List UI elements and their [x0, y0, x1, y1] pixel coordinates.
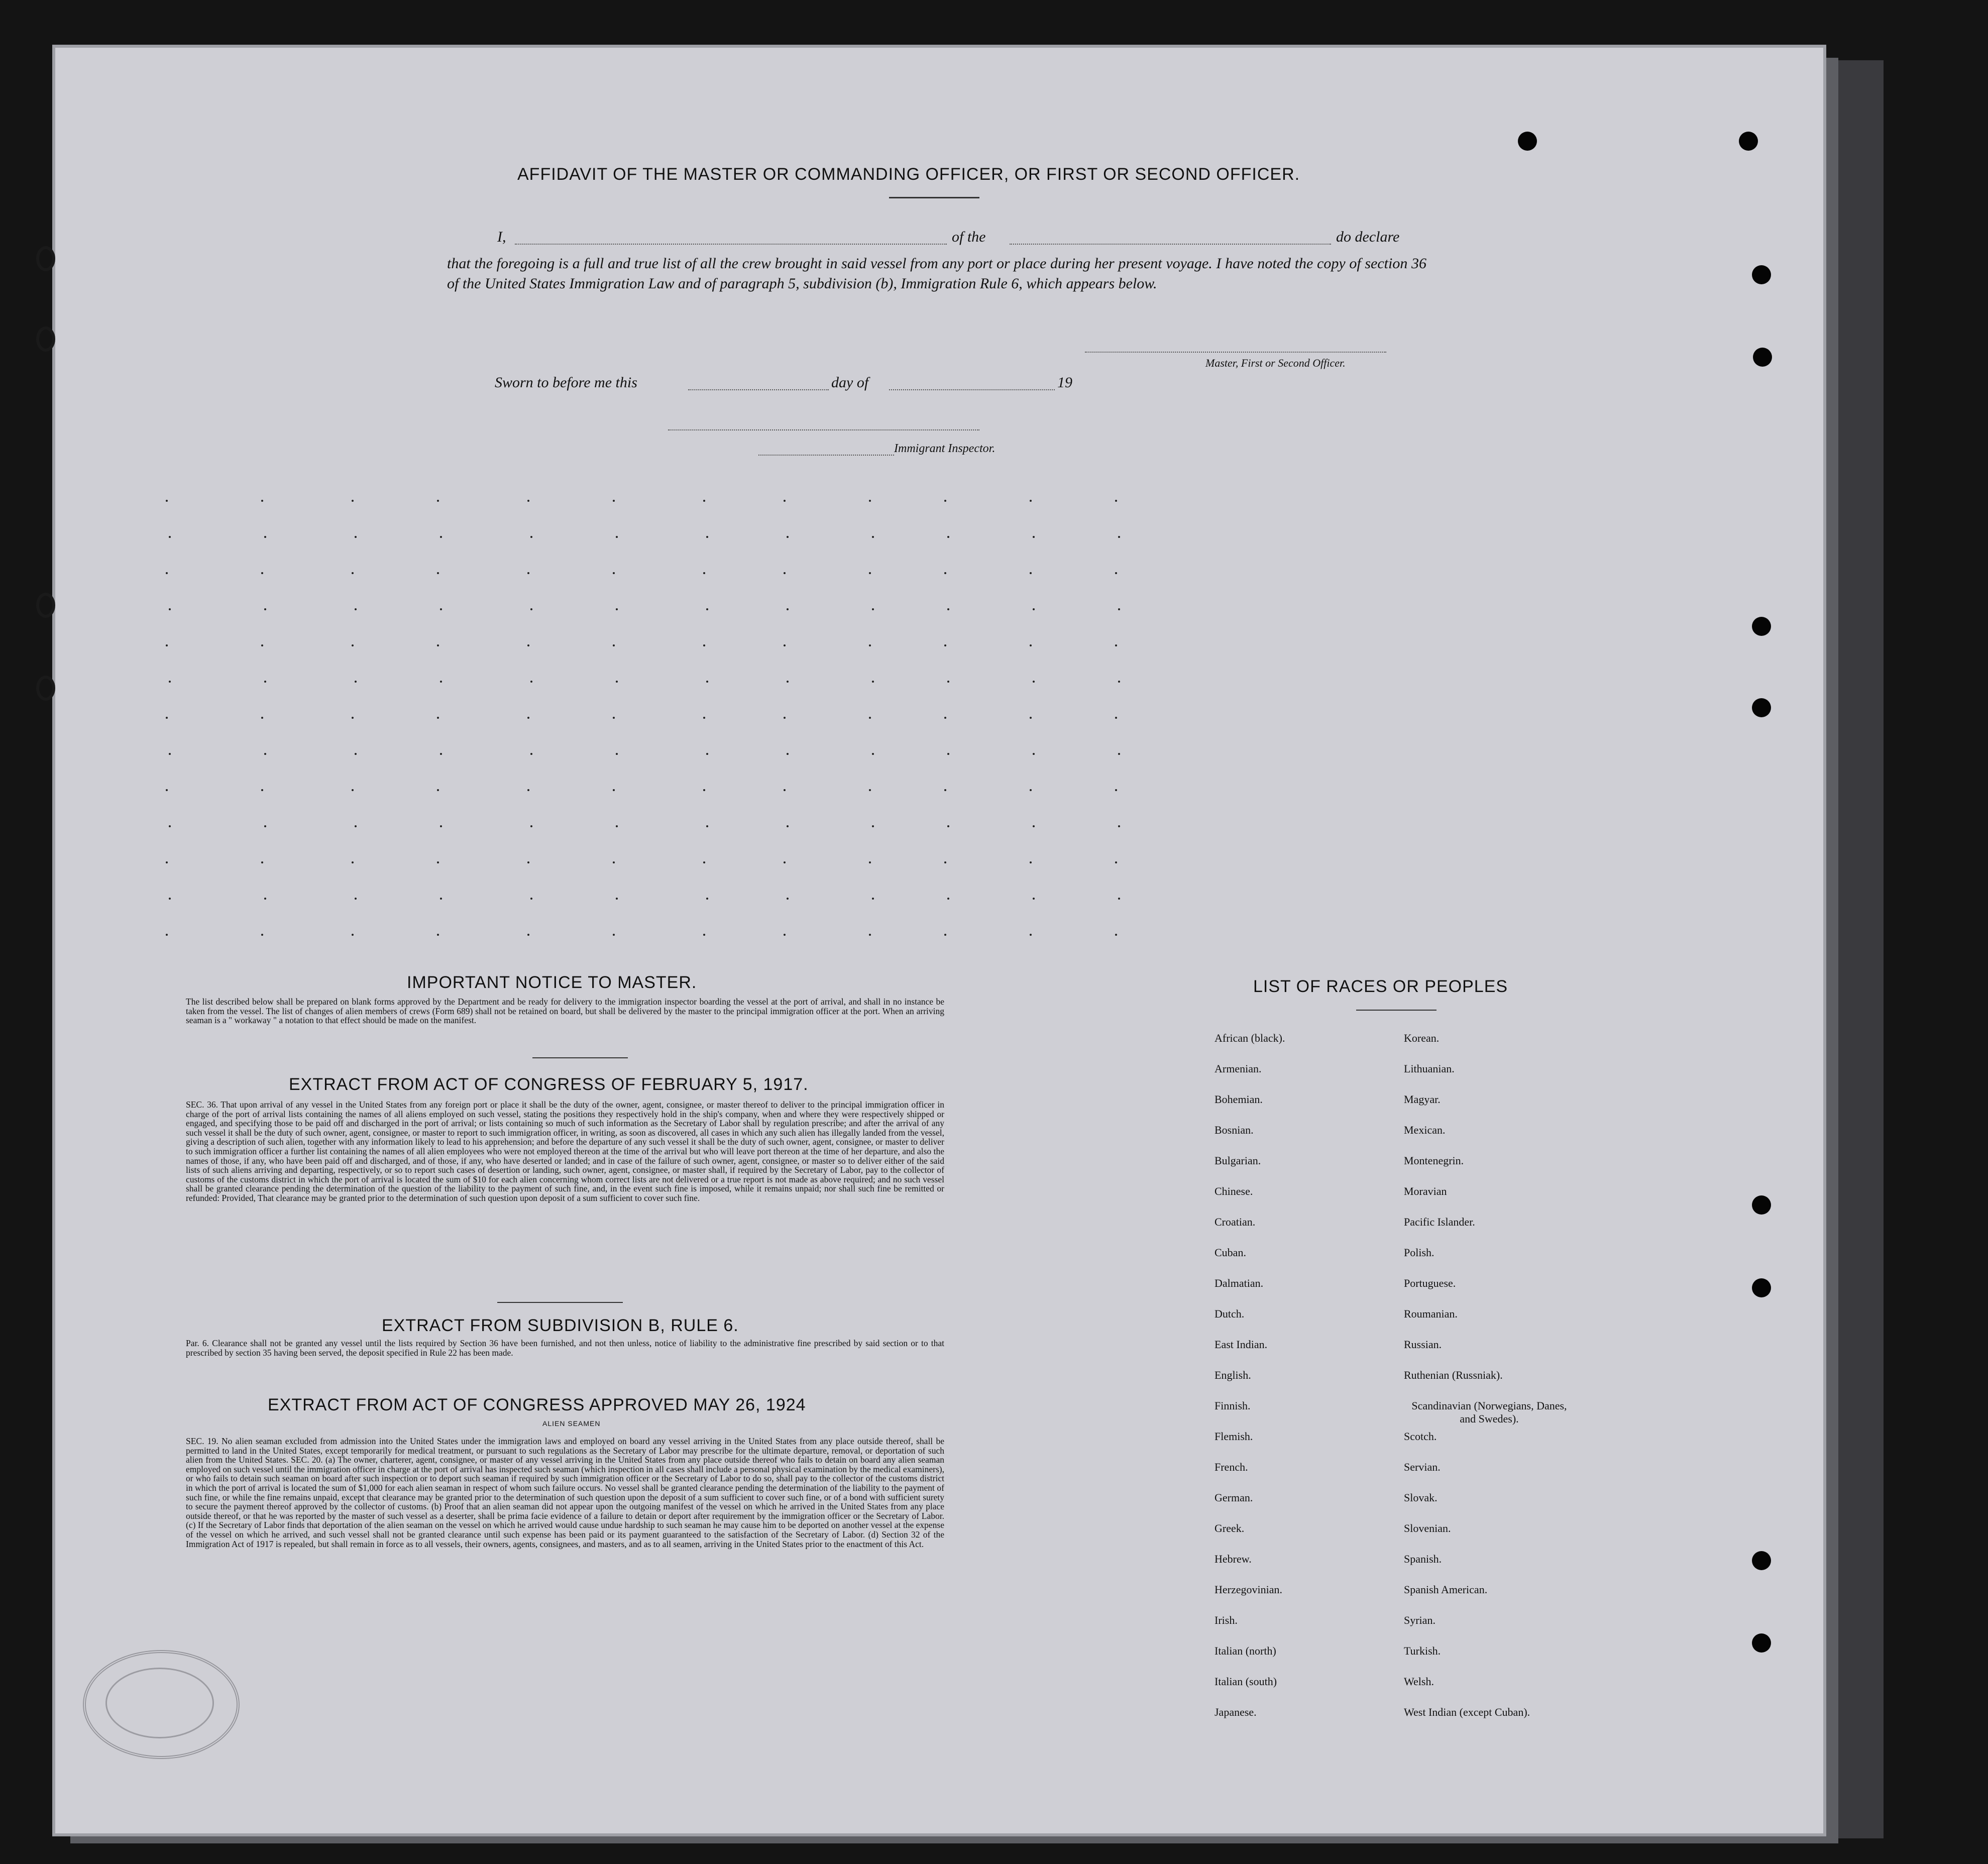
race-item: Finnish. — [1214, 1399, 1251, 1412]
ghost-dot — [440, 898, 442, 900]
race-item: Japanese. — [1214, 1706, 1257, 1718]
ghost-dot — [440, 681, 442, 683]
binding-ring — [36, 326, 55, 352]
page-edge-shadow — [1823, 60, 1884, 1838]
ghost-dot — [261, 717, 263, 719]
ghost-dot — [703, 500, 705, 502]
ghost-dot — [1030, 934, 1032, 936]
ghost-dot — [947, 536, 949, 538]
ghost-dot — [527, 500, 529, 502]
ghost-dot — [1118, 825, 1120, 827]
day-of-label: day of — [831, 374, 869, 391]
punch-hole — [1752, 698, 1771, 717]
race-item: Cuban. — [1214, 1246, 1246, 1259]
binding-ring — [36, 246, 55, 271]
rule6-text: Par. 6. Clearance shall not be granted any vessel until the lists required by Section 36 have been furnished, and not then unless, notice of liability to the administrative fine prescribed by said section or to that prescribed by section 35 having been served, the deposit specified in Rule 22 has been made. — [186, 1338, 944, 1358]
ghost-dot — [352, 500, 354, 502]
name-field[interactable] — [515, 244, 947, 245]
affidavit-body: that the foregoing is a full and true list of all the crew brought in said vessel from any port or place during her present voyage. I have noted the copy of section 36 of the United States Immigration Law and of paragraph 5, subdivision (b), Immigration Rule 6, which appears below. — [447, 255, 1426, 292]
ghost-dot — [1030, 789, 1032, 791]
ghost-dot — [527, 934, 529, 936]
race-item: Polish. — [1404, 1246, 1434, 1259]
ghost-dot — [169, 825, 171, 827]
race-item: English. — [1214, 1369, 1251, 1381]
race-item: African (black). — [1214, 1032, 1285, 1044]
ghost-dot — [947, 898, 949, 900]
inspector-line — [758, 455, 894, 456]
ghost-dot — [169, 753, 171, 755]
affidavit-title: AFFIDAVIT OF THE MASTER OR COMMANDING OFFICER, OR FIRST OR SECOND OFFICER. — [517, 165, 1300, 184]
race-item: Croatian. — [1214, 1216, 1256, 1228]
ghost-dot — [1033, 898, 1035, 900]
ghost-dot — [944, 500, 946, 502]
ghost-dot — [530, 898, 532, 900]
ghost-dot — [264, 898, 266, 900]
ghost-dot — [352, 644, 354, 646]
ghost-dot — [869, 644, 871, 646]
ghost-dot — [947, 681, 949, 683]
ghost-dot — [1030, 717, 1032, 719]
ghost-dot — [440, 753, 442, 755]
ghost-dot — [706, 681, 708, 683]
ghost-dot — [440, 608, 442, 610]
ghost-dot — [869, 934, 871, 936]
race-item: Hebrew. — [1214, 1553, 1252, 1565]
ghost-dot — [527, 789, 529, 791]
punch-hole — [1753, 348, 1772, 367]
ghost-dot — [947, 608, 949, 610]
ghost-dot — [264, 681, 266, 683]
ghost-dot — [784, 934, 786, 936]
ghost-dot — [1118, 608, 1120, 610]
ghost-dot — [1118, 681, 1120, 683]
ghost-dot — [944, 934, 946, 936]
ghost-dot — [437, 717, 439, 719]
ghost-dot — [1033, 608, 1035, 610]
ghost-dot — [703, 861, 705, 863]
race-item: Dutch. — [1214, 1307, 1245, 1320]
ghost-dot — [352, 717, 354, 719]
sworn-day-field[interactable] — [688, 389, 829, 390]
ghost-dot — [616, 753, 618, 755]
ghost-dot — [166, 717, 168, 719]
ghost-dot — [1033, 753, 1035, 755]
ghost-dot — [872, 753, 874, 755]
ghost-dot — [261, 934, 263, 936]
ghost-dot — [784, 789, 786, 791]
year-label: 19 — [1057, 374, 1072, 391]
ghost-dot — [261, 789, 263, 791]
race-item: Italian (north) — [1214, 1644, 1276, 1657]
inspector-label: Immigrant Inspector. — [894, 442, 996, 455]
ghost-dot — [352, 789, 354, 791]
ghost-dot — [264, 536, 266, 538]
race-item: Turkish. — [1404, 1644, 1441, 1657]
ghost-dot — [1118, 898, 1120, 900]
ghost-dot — [530, 753, 532, 755]
punch-hole — [1752, 265, 1771, 284]
ghost-dot — [1115, 572, 1117, 574]
document-sheet — [55, 48, 1823, 1833]
ghost-dot — [872, 536, 874, 538]
race-item: Mexican. — [1404, 1124, 1446, 1136]
ghost-dot — [437, 789, 439, 791]
ghost-dot — [440, 536, 442, 538]
ghost-dot — [706, 753, 708, 755]
alien-seamen-subheading: ALIEN SEAMEN — [542, 1419, 601, 1428]
race-item: Chinese. — [1214, 1185, 1253, 1197]
ghost-dot — [784, 861, 786, 863]
ghost-dot — [706, 608, 708, 610]
sworn-month-field[interactable] — [889, 389, 1055, 390]
ghost-dot — [530, 681, 532, 683]
ghost-dot — [1030, 572, 1032, 574]
ghost-dot — [264, 753, 266, 755]
extract-1924-text: SEC. 19. No alien seaman excluded from admission into the United States under the immigration laws and employed on board any vessel arriving in the United States from any place outside thereof, shall be permitted to land in the United States, except temporarily for medical treatment, or pursuant to such regulations as the Secretary of Labor may prescribe for the ultimate departure, removal, or deportation of such alien from the United States. SEC. 20. (a) The owner, charterer, agent, consignee, or master of any vessel arriving in the United States from any place outside thereof who fails to detain on board any alien seaman employed on such vessel until the immigration officer in charge at the port of arrival has inspected such seaman (which inspection in all cases shall include a personal physical examination by the medical examiners), or who fails to detain such seaman on board after such inspection or to deport such seaman if required by such immigration officer or the Secretary of Labor to do so, shall pay to the collector of the customs district in which the port of arrival is located the sum of $1,000 for each alien seaman in respect of whom such failure occurs. No vessel shall be granted clearance pending the determination of the liability to the payment of such fine, or while the fine remains unpaid, except that clearance may be granted prior to the determination of such question upon the deposit of a sum sufficient to cover such fine, or of a bond with sufficient surety to secure the payment thereof approved by the collector of customs. (b) Proof that an alien seaman did not appear upon the outgoing manifest of the vessel on which he arrived in the United States from any place outside thereof, or that he was reported by the master of such vessel as a deserter, shall be prima facie evidence of a failure to detain or deport after requirement by the immigration officer or the Secretary of Labor. (c) If the Secretary of Labor finds that deportation of the alien seaman on the vessel on which he arrived would cause undue hardship to such seaman he may cause him to be deported on another vessel at the expense of the vessel on which he arrived, and such vessel shall not be granted clearance until such expense has been paid or its payment guaranteed to the satisfaction of the Secretary of Labor. (d) Section 32 of the Immigration Act of 1917 is repealed, but shall remain in force as to all vessels, their owners, agents, consignees, and masters, and as to all seamen, arriving in the United States prior to the enactment of this Act. — [186, 1436, 944, 1549]
ghost-dot — [355, 608, 357, 610]
ghost-dot — [1115, 934, 1117, 936]
ghost-dot — [944, 572, 946, 574]
ghost-dot — [944, 644, 946, 646]
race-item: East Indian. — [1214, 1338, 1268, 1351]
ghost-dot — [264, 608, 266, 610]
punch-hole — [1752, 1633, 1771, 1653]
ghost-dot — [1030, 644, 1032, 646]
race-item: German. — [1214, 1491, 1253, 1504]
ghost-dot — [872, 608, 874, 610]
ghost-dot — [706, 536, 708, 538]
ghost-dot — [352, 572, 354, 574]
signature-field[interactable] — [1085, 352, 1386, 353]
ghost-dot — [355, 825, 357, 827]
ghost-dot — [166, 500, 168, 502]
ghost-dot — [613, 572, 615, 574]
race-item: Montenegrin. — [1404, 1154, 1464, 1167]
ghost-dot — [1033, 825, 1035, 827]
race-item: West Indian (except Cuban). — [1404, 1706, 1530, 1718]
ghost-dot — [166, 572, 168, 574]
ghost-dot — [169, 681, 171, 683]
customs-stamp-inner — [105, 1668, 214, 1738]
race-item: Ruthenian (Russniak). — [1404, 1369, 1503, 1381]
notice-text: The list described below shall be prepared on blank forms approved by the Department and be ready for delivery to the immigration inspector boarding the vessel at the port of arrival, and shall in no instance be taken from the vessel. The list of changes of alien members of crews (Form 689) shall not be retained on board, but shall be delivered by the master to the principal immigration officer at the port. When an arriving seaman is a " workaway " a notation to that effect should be made on the manifest. — [186, 997, 944, 1026]
ghost-dot — [1033, 681, 1035, 683]
extract-1917-text: SEC. 36. That upon arrival of any vessel in the United States from any foreign port or place it shall be the duty of the owner, agent, consignee, or master thereof to deliver to the principal immigration officer in charge of the port of arrival lists containing the names of all aliens employed on such vessel, stating the positions they respectively hold in the ship's company, when and where they were respectively shipped or engaged, and specifying those to be paid off and discharged in the port of arrival; or lists containing so much of such information as the Secretary of Labor shall by regulation prescribe; and after the arrival of any such vessel it shall be the duty of such owner, agent, consignee, or master to report to such immigration officer, in writing, as soon as discovered, all cases in which any such alien has illegally landed from the vessel, giving a description of such alien, together with any information likely to lead to his apprehension; and before the departure of any such vessel it shall be the duty of such owner, agent, consignee, or master to deliver to such immigration officer a further list containing the names of all alien employees who were not employed thereon at the time of the arrival but who will leave port thereon at the time of her departure, and also the names of those, if any, who have been paid off and discharged, and of those, if any, who have deserted or landed; and in case of the failure of such owner, agent, consignee, or master so to deliver either of the said lists of such aliens arriving and departing, respectively, or so to report such cases of desertion or landing, such owner, agent, consignee, or master shall, if required by the Secretary of Labor, pay to the collector of customs of the customs district in which the port of arrival is located the sum of $10 for each alien concerning whom correct lists are not delivered or a true report is not made as above required; and no such vessel shall be granted clearance pending the determination of the question of the liability to the payment of such fine, and, in the event such fine is imposed, while it remains unpaid; nor shall such fine be remitted or refunded: Provided, That clearance may be granted prior to the determination of such question upon deposit of a sum sufficient to cover such fine. — [186, 1100, 944, 1203]
ghost-dot — [530, 608, 532, 610]
ghost-dot — [784, 644, 786, 646]
ghost-dot — [869, 861, 871, 863]
race-item: Italian (south) — [1214, 1675, 1277, 1688]
inspector-signature-field[interactable] — [668, 429, 979, 430]
ghost-dot — [944, 789, 946, 791]
notice-divider — [532, 1057, 628, 1058]
ghost-dot — [355, 681, 357, 683]
ghost-dot — [616, 825, 618, 827]
race-item: Greek. — [1214, 1522, 1245, 1534]
ghost-dot — [355, 898, 357, 900]
race-item: Pacific Islander. — [1404, 1216, 1475, 1228]
ghost-dot — [616, 608, 618, 610]
ghost-dot — [784, 500, 786, 502]
race-item: Roumanian. — [1404, 1307, 1458, 1320]
ghost-dot — [787, 608, 789, 610]
of-the-label: of the — [952, 229, 986, 245]
ghost-dot — [787, 825, 789, 827]
extract-1917-divider — [497, 1302, 623, 1303]
ghost-dot — [869, 500, 871, 502]
ghost-dot — [1030, 861, 1032, 863]
ghost-dot — [166, 861, 168, 863]
race-item: French. — [1214, 1461, 1248, 1473]
ghost-dot — [437, 572, 439, 574]
race-item: Irish. — [1214, 1614, 1238, 1626]
ghost-dot — [616, 898, 618, 900]
ghost-dot — [527, 572, 529, 574]
vessel-field[interactable] — [1010, 244, 1331, 245]
binding-ring — [36, 593, 55, 618]
ghost-dot — [1118, 753, 1120, 755]
ghost-dot — [703, 717, 705, 719]
ghost-dot — [1115, 789, 1117, 791]
race-item: Welsh. — [1404, 1675, 1434, 1688]
ghost-dot — [437, 934, 439, 936]
punch-hole — [1752, 1195, 1771, 1215]
ghost-dot — [527, 861, 529, 863]
ghost-dot — [261, 861, 263, 863]
ghost-dot — [527, 717, 529, 719]
race-item: Armenian. — [1214, 1062, 1262, 1075]
race-item: Lithuanian. — [1404, 1062, 1455, 1075]
ghost-dot — [440, 825, 442, 827]
binding-ring — [36, 676, 55, 701]
race-item: Scotch. — [1404, 1430, 1437, 1443]
race-item: Bosnian. — [1214, 1124, 1254, 1136]
race-item: Herzegovinian. — [1214, 1583, 1282, 1596]
ghost-dot — [530, 825, 532, 827]
punch-hole — [1752, 1278, 1771, 1297]
race-item: Moravian — [1404, 1185, 1447, 1197]
race-item: Servian. — [1404, 1461, 1441, 1473]
ghost-dot — [169, 608, 171, 610]
ghost-dot — [787, 898, 789, 900]
ghost-dot — [166, 789, 168, 791]
ghost-dot — [261, 572, 263, 574]
ghost-dot — [527, 644, 529, 646]
ghost-dot — [703, 572, 705, 574]
ghost-dot — [169, 898, 171, 900]
ghost-dot — [166, 934, 168, 936]
race-item: Korean. — [1404, 1032, 1440, 1044]
race-item: Slovenian. — [1404, 1522, 1451, 1534]
race-item: Scandinavian (Norwegians, Danes, and Swedes). — [1411, 1399, 1567, 1425]
race-item: Portuguese. — [1404, 1277, 1456, 1289]
extract-1917-heading: EXTRACT FROM ACT OF CONGRESS OF FEBRUARY 5, 1917. — [289, 1075, 809, 1094]
ghost-dot — [784, 572, 786, 574]
ghost-dot — [355, 753, 357, 755]
ghost-dot — [706, 825, 708, 827]
affidavit-line-1 — [497, 229, 506, 246]
race-item: Syrian. — [1404, 1614, 1435, 1626]
ghost-dot — [352, 934, 354, 936]
punch-hole — [1739, 132, 1758, 151]
ghost-dot — [437, 644, 439, 646]
ghost-dot — [261, 500, 263, 502]
ghost-dot — [944, 861, 946, 863]
ghost-dot — [613, 934, 615, 936]
races-divider — [1356, 1010, 1437, 1011]
ghost-dot — [1115, 861, 1117, 863]
ghost-dot — [352, 861, 354, 863]
ghost-dot — [1033, 536, 1035, 538]
ghost-dot — [869, 789, 871, 791]
ghost-dot — [613, 717, 615, 719]
race-item: Slovak. — [1404, 1491, 1438, 1504]
ghost-dot — [264, 825, 266, 827]
ghost-dot — [1030, 500, 1032, 502]
race-item: Flemish. — [1214, 1430, 1253, 1443]
race-item: Bohemian. — [1214, 1093, 1263, 1106]
ghost-dot — [787, 753, 789, 755]
do-declare-label: do declare — [1336, 229, 1400, 245]
ghost-dot — [437, 861, 439, 863]
ghost-dot — [872, 681, 874, 683]
races-heading: LIST OF RACES OR PEOPLES — [1253, 977, 1508, 996]
ghost-dot — [869, 717, 871, 719]
ghost-dot — [261, 644, 263, 646]
notice-heading: IMPORTANT NOTICE TO MASTER. — [407, 973, 697, 992]
sworn-label: Sworn to before me this — [495, 374, 637, 391]
race-item: Magyar. — [1404, 1093, 1441, 1106]
punch-hole — [1752, 1551, 1771, 1570]
ghost-dot — [947, 825, 949, 827]
race-item: Bulgarian. — [1214, 1154, 1261, 1167]
ghost-dot — [616, 536, 618, 538]
ghost-dot — [872, 825, 874, 827]
ghost-dot — [613, 644, 615, 646]
ghost-dot — [784, 717, 786, 719]
ghost-dot — [947, 753, 949, 755]
ghost-dot — [1115, 500, 1117, 502]
punch-hole — [1518, 132, 1537, 151]
ghost-dot — [166, 644, 168, 646]
ghost-dot — [787, 536, 789, 538]
ghost-dot — [703, 934, 705, 936]
ghost-dot — [1115, 644, 1117, 646]
ghost-dot — [1118, 536, 1120, 538]
ghost-dot — [530, 536, 532, 538]
ghost-dot — [703, 789, 705, 791]
race-item: Russian. — [1404, 1338, 1442, 1351]
ghost-dot — [706, 898, 708, 900]
punch-hole — [1752, 617, 1771, 636]
ghost-dot — [787, 681, 789, 683]
ghost-dot — [703, 644, 705, 646]
ghost-dot — [1115, 717, 1117, 719]
race-item: Dalmatian. — [1214, 1277, 1264, 1289]
race-item: Spanish American. — [1404, 1583, 1488, 1596]
extract-1924-heading: EXTRACT FROM ACT OF CONGRESS APPROVED MAY 26, 1924 — [268, 1395, 806, 1414]
ghost-dot — [613, 861, 615, 863]
race-item: Spanish. — [1404, 1553, 1442, 1565]
signature-label: Master, First or Second Officer. — [1205, 357, 1346, 369]
ghost-dot — [437, 500, 439, 502]
ghost-dot — [944, 717, 946, 719]
affidavit-i-label: I, — [497, 229, 506, 245]
ghost-dot — [869, 572, 871, 574]
ghost-dot — [616, 681, 618, 683]
ghost-dot — [355, 536, 357, 538]
ghost-dot — [613, 789, 615, 791]
ghost-dot — [872, 898, 874, 900]
rule6-heading: EXTRACT FROM SUBDIVISION B, RULE 6. — [382, 1316, 739, 1335]
ghost-dot — [169, 536, 171, 538]
title-divider — [889, 197, 979, 198]
ghost-dot — [613, 500, 615, 502]
